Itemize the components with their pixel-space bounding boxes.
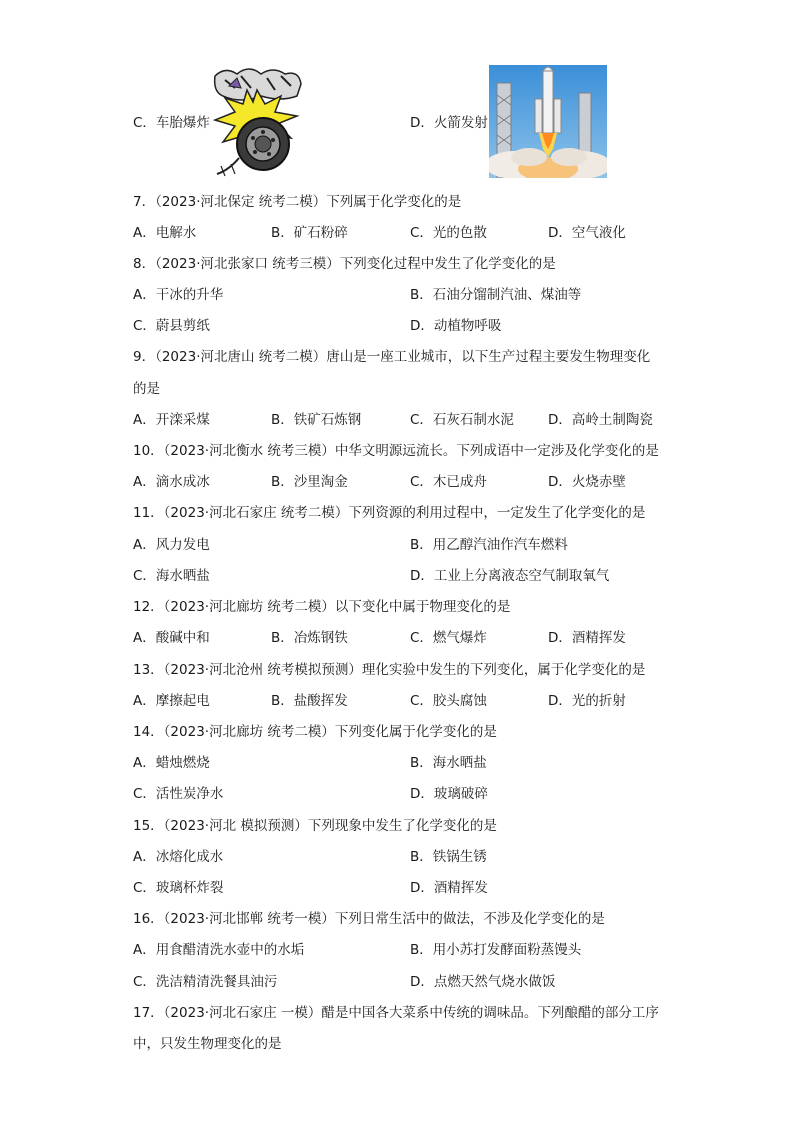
q9-option-d[interactable]: D．高岭土制陶瓷 [548, 412, 653, 428]
q13-option-a[interactable]: A．摩擦起电 [133, 693, 210, 709]
rocket-launch-image [489, 65, 607, 178]
q16-option-c[interactable]: C．洗洁精清洗餐具油污 [133, 974, 278, 990]
q8-option-d[interactable]: D．动植物呼吸 [410, 318, 502, 334]
q7-option-c[interactable]: C．光的色散 [410, 225, 487, 241]
question-16-stem: 16．（2023·河北邯郸 统考一模）下列日常生活中的做法，不涉及化学变化的是 [133, 911, 605, 927]
q8-option-a[interactable]: A．干冰的升华 [133, 287, 224, 303]
tire-explosion-icon [211, 66, 303, 178]
question-7-stem: 7．（2023·河北保定 统考二模）下列属于化学变化的是 [133, 194, 462, 210]
q9-option-b[interactable]: B．铁矿石炼钢 [271, 412, 362, 428]
q9-option-a[interactable]: A．开滦采煤 [133, 412, 210, 428]
question-14-stem: 14．（2023·河北廊坊 统考二模）下列变化属于化学变化的是 [133, 724, 497, 740]
question-11-stem: 11．（2023·河北石家庄 统考二模）下列资源的利用过程中，一定发生了化学变化的是 [133, 505, 646, 521]
q6-option-d[interactable]: D．火箭发射 [410, 115, 488, 131]
q11-option-c[interactable]: C．海水晒盐 [133, 568, 210, 584]
q7-option-d[interactable]: D．空气液化 [548, 225, 626, 241]
q10-option-b[interactable]: B．沙里淘金 [271, 474, 348, 490]
q8-option-b[interactable]: B．石油分馏制汽油、煤油等 [410, 287, 582, 303]
q9-option-c[interactable]: C．石灰石制水泥 [410, 412, 514, 428]
q15-option-b[interactable]: B．铁锅生锈 [410, 849, 487, 865]
question-9-stem-cont: 的是 [133, 381, 160, 397]
question-17-stem-cont: 中，只发生物理变化的是 [133, 1036, 282, 1052]
q10-option-a[interactable]: A．滴水成冰 [133, 474, 210, 490]
tire-explosion-image [211, 66, 303, 178]
q12-option-d[interactable]: D．酒精挥发 [548, 630, 626, 646]
q11-option-a[interactable]: A．风力发电 [133, 537, 210, 553]
question-17-stem: 17．（2023·河北石家庄 一模）醋是中国各大菜系中传统的调味品。下列酿醋的部分工序 [133, 1005, 659, 1021]
q16-option-a[interactable]: A．用食醋清洗水壶中的水垢 [133, 942, 305, 958]
q14-option-b[interactable]: B．海水晒盐 [410, 755, 487, 771]
q8-option-c[interactable]: C．蔚县剪纸 [133, 318, 210, 334]
question-12-stem: 12．（2023·河北廊坊 统考二模）以下变化中属于物理变化的是 [133, 599, 511, 615]
q15-option-a[interactable]: A．冰熔化成水 [133, 849, 224, 865]
q11-option-b[interactable]: B．用乙醇汽油作汽车燃料 [410, 537, 568, 553]
rocket-launch-icon [489, 65, 607, 178]
q11-option-d[interactable]: D．工业上分离液态空气制取氧气 [410, 568, 610, 584]
q16-option-b[interactable]: B．用小苏打发酵面粉蒸馒头 [410, 942, 582, 958]
q14-option-a[interactable]: A．蜡烛燃烧 [133, 755, 210, 771]
q10-option-c[interactable]: C．木已成舟 [410, 474, 487, 490]
question-15-stem: 15．（2023·河北 模拟预测）下列现象中发生了化学变化的是 [133, 818, 497, 834]
question-13-stem: 13．（2023·河北沧州 统考模拟预测）理化实验中发生的下列变化，属于化学变化的是 [133, 662, 646, 678]
q15-option-c[interactable]: C．玻璃杯炸裂 [133, 880, 224, 896]
q12-option-a[interactable]: A．酸碱中和 [133, 630, 210, 646]
q12-option-c[interactable]: C．燃气爆炸 [410, 630, 487, 646]
q14-option-d[interactable]: D．玻璃破碎 [410, 786, 488, 802]
q16-option-d[interactable]: D．点燃天然气烧水做饭 [410, 974, 556, 990]
q15-option-d[interactable]: D．酒精挥发 [410, 880, 488, 896]
q13-option-b[interactable]: B．盐酸挥发 [271, 693, 348, 709]
q7-option-b[interactable]: B．矿石粉碎 [271, 225, 348, 241]
q13-option-c[interactable]: C．胶头腐蚀 [410, 693, 487, 709]
q14-option-c[interactable]: C．活性炭净水 [133, 786, 224, 802]
question-8-stem: 8．（2023·河北张家口 统考三模）下列变化过程中发生了化学变化的是 [133, 256, 556, 272]
question-9-stem: 9．（2023·河北唐山 统考二模）唐山是一座工业城市，以下生产过程主要发生物理变化 [133, 349, 651, 365]
q7-option-a[interactable]: A．电解水 [133, 225, 197, 241]
question-10-stem: 10．（2023·河北衡水 统考三模）中华文明源远流长。下列成语中一定涉及化学变化的是 [133, 443, 659, 459]
q12-option-b[interactable]: B．冶炼钢铁 [271, 630, 348, 646]
q6-option-c[interactable]: C．车胎爆炸 [133, 115, 210, 131]
q13-option-d[interactable]: D．光的折射 [548, 693, 626, 709]
q10-option-d[interactable]: D．火烧赤壁 [548, 474, 626, 490]
